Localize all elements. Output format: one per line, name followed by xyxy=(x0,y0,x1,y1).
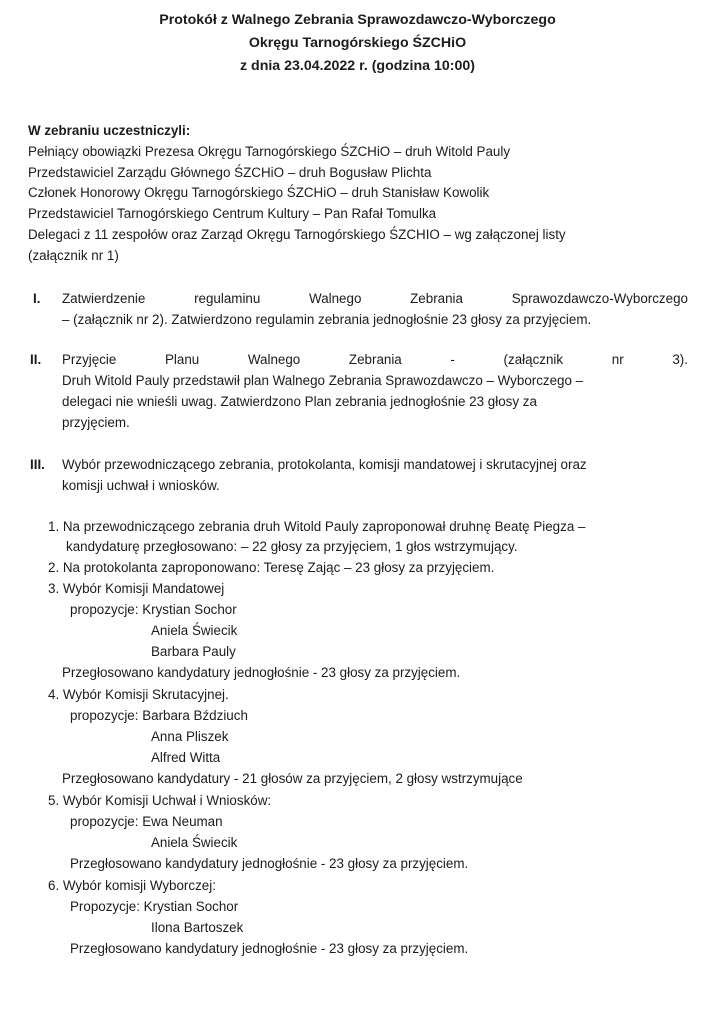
participant-line: Przedstawiciel Tarnogórskiego Centrum Kultury – Pan Rafał Tomulka xyxy=(28,206,437,221)
word: - xyxy=(450,352,455,367)
word: (załącznik xyxy=(503,352,564,367)
candidate-line: Aniela Świecik xyxy=(151,835,238,850)
participant-line: (załącznik nr 1) xyxy=(28,248,119,263)
vote-result: Przegłosowano kandydatury jednogłośnie - 23 głosy za przyjęciem. xyxy=(70,856,469,871)
participant-line: Członek Honorowy Okręgu Tarnogórskiego ŚZCHiO – druh Stanisław Kowolik xyxy=(28,185,490,200)
word: Sprawozdawczo-Wyborczego xyxy=(511,291,688,306)
vote-result: Przegłosowano kandydatury - 21 głosów za przyjęciem, 2 głosy wstrzymujące xyxy=(62,771,523,786)
section-2-line-1 xyxy=(62,350,688,371)
list-item: 5. Wybór Komisji Uchwał i Wniosków: xyxy=(48,793,272,808)
document-title-line-2: Okręgu Tarnogórskiego ŚZCHiO xyxy=(248,35,467,51)
word: Zatwierdzenie xyxy=(62,291,146,306)
participant-line: Pełniący obowiązki Prezesa Okręgu Tarnogórskiego ŚZCHiO – druh Witold Pauly xyxy=(28,144,511,159)
document-title-line-3: z dnia 23.04.2022 r. (godzina 10:00) xyxy=(240,58,475,74)
word: Przyjęcie xyxy=(62,352,117,367)
word: regulaminu xyxy=(194,291,261,306)
list-item: 6. Wybór komisji Wyborczej: xyxy=(48,878,216,893)
list-item: 1. Na przewodniczącego zebrania druh Witold Pauly zaproponował druhnę Beatę Piegza – xyxy=(48,519,586,534)
list-item: 4. Wybór Komisji Skrutacyjnej. xyxy=(48,687,229,702)
participants-heading: W zebraniu uczestniczyli: xyxy=(28,123,191,138)
document-title-line-1: Protokół z Walnego Zebrania Sprawozdawczo-Wyborczego xyxy=(159,12,556,28)
section-3-line-2: komisji uchwał i wniosków. xyxy=(62,478,220,493)
section-2-line-2: Druh Witold Pauly przedstawił plan Walnego Zebrania Sprawozdawczo – Wyborczego – xyxy=(62,373,584,388)
list-item: 3. Wybór Komisji Mandatowej xyxy=(48,581,225,596)
word: Walnego xyxy=(309,291,362,306)
section-numeral: I. xyxy=(33,291,41,306)
word: nr xyxy=(611,352,624,367)
candidate-line: Barbara Pauly xyxy=(151,644,236,659)
participant-line: Delegaci z 11 zespołów oraz Zarząd Okręgu Tarnogórskiego ŚZCHIO – wg załączonej listy xyxy=(28,227,566,242)
candidate-line: propozycje: Barbara Bździuch xyxy=(70,708,248,723)
word: Zebrania xyxy=(410,291,463,306)
section-numeral: II. xyxy=(30,352,42,367)
word: Walnego xyxy=(247,352,301,367)
section-numeral: III. xyxy=(30,457,45,472)
candidate-line: Anna Pliszek xyxy=(151,729,229,744)
list-item-continuation: kandydaturę przegłosowano: – 22 głosy za przyjęciem, 1 głos wstrzymujący. xyxy=(66,539,518,554)
candidate-line: propozycje: Ewa Neuman xyxy=(70,814,223,829)
candidate-line: propozycje: Krystian Sochor xyxy=(70,602,237,617)
section-2-line-4: przyjęciem. xyxy=(62,415,130,430)
word: 3). xyxy=(672,352,688,367)
section-1-line-2: – (załącznik nr 2). Zatwierdzono regulamin zebrania jednogłośnie 23 głosy za przyjęciem. xyxy=(62,312,592,327)
word: Planu xyxy=(164,352,200,367)
vote-result: Przegłosowano kandydatury jednogłośnie - 23 głosy za przyjęciem. xyxy=(70,941,469,956)
candidate-line: Alfred Witta xyxy=(151,750,221,765)
candidate-line: Propozycje: Krystian Sochor xyxy=(70,899,239,914)
candidate-line: Ilona Bartoszek xyxy=(151,920,244,935)
section-2-line-3: delegaci nie wnieśli uwag. Zatwierdzono Plan zebrania jednogłośnie 23 głosy za xyxy=(62,394,537,409)
vote-result: Przegłosowano kandydatury jednogłośnie - 23 głosy za przyjęciem. xyxy=(62,665,461,680)
section-3-line-1: Wybór przewodniczącego zebrania, protokolanta, komisji mandatowej i skrutacyjnej oraz xyxy=(62,457,587,472)
list-item: 2. Na protokolanta zaproponowano: Teresę Zając – 23 głosy za przyjęciem. xyxy=(48,560,495,575)
candidate-line: Aniela Świecik xyxy=(151,623,238,638)
participant-line: Przedstawiciel Zarządu Głównego ŚZCHiO – druh Bogusław Plichta xyxy=(28,165,432,180)
word: Zebrania xyxy=(348,352,402,367)
section-1-line-1 xyxy=(62,289,688,310)
